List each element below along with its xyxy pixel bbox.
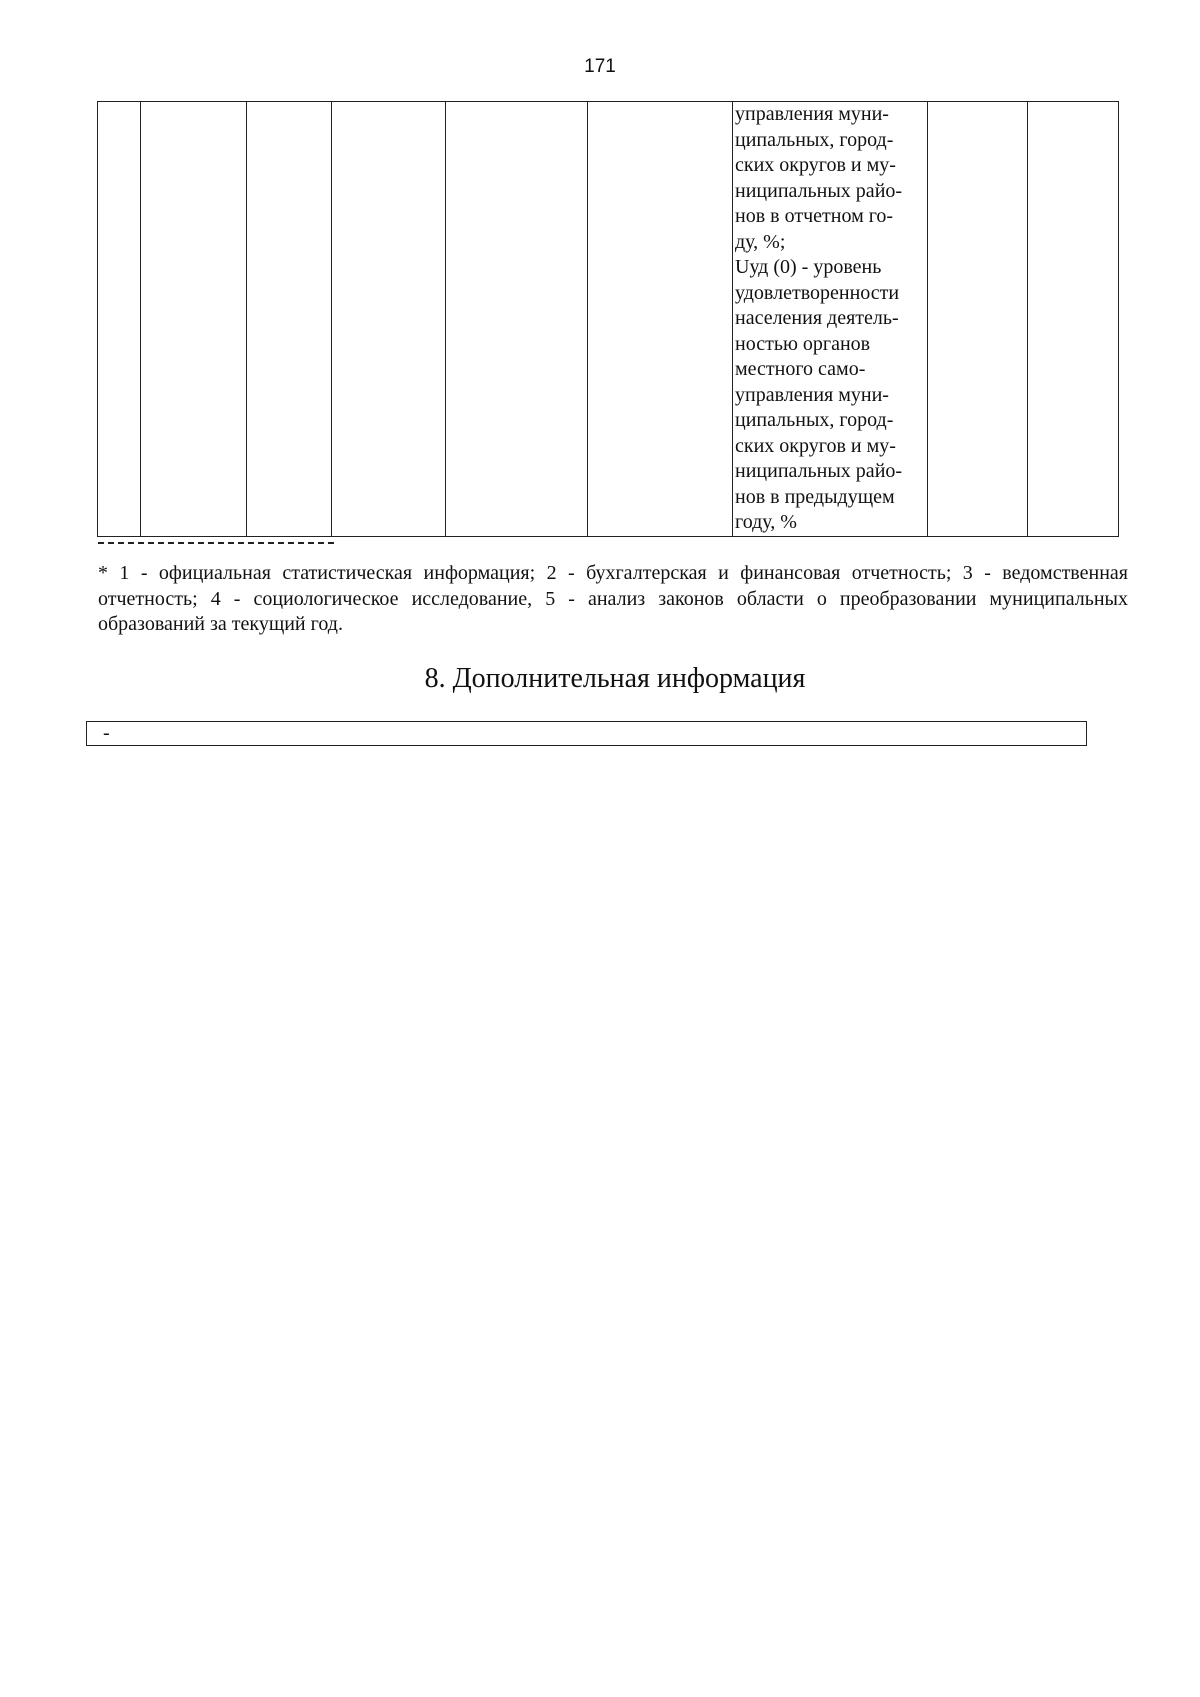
table-cell-2 bbox=[141, 102, 247, 537]
page-number: 171 bbox=[584, 56, 616, 77]
table-cell-6 bbox=[588, 102, 733, 537]
table-cell-3 bbox=[247, 102, 332, 537]
table-cell-1 bbox=[98, 102, 141, 537]
footnote-separator bbox=[98, 542, 334, 544]
calculation-method-cell: управления муни- ципальных, город- ских округов и му- ниципальных райо- нов в отчетном го- ду, %; Uуд (0) - уровень удовлетворенности населения деятель- ностью органов местного само- управления муни- ципальных, город- ских округов и му- ниципальных райо- нов в предыдущем году, % bbox=[733, 102, 928, 537]
table-row bbox=[98, 102, 1119, 537]
table-cell-4 bbox=[332, 102, 446, 537]
indicators-table bbox=[97, 101, 1119, 537]
table-cell-5 bbox=[446, 102, 588, 537]
table-cell-8 bbox=[928, 102, 1028, 537]
table-cell-9 bbox=[1028, 102, 1119, 537]
footnote-text: * 1 - официальная статистическая информация; 2 - бухгалтерская и финансовая отчетность; 3 - ведомственная отчетность; 4 - социологическое исследование, 5 - анализ законов области о преобразовании муниципальных образований за текущий год. bbox=[98, 562, 1128, 635]
section-title: 8. Дополнительная информация bbox=[424, 663, 806, 694]
additional-info-content: - bbox=[103, 722, 110, 744]
additional-info-box bbox=[86, 721, 1087, 746]
